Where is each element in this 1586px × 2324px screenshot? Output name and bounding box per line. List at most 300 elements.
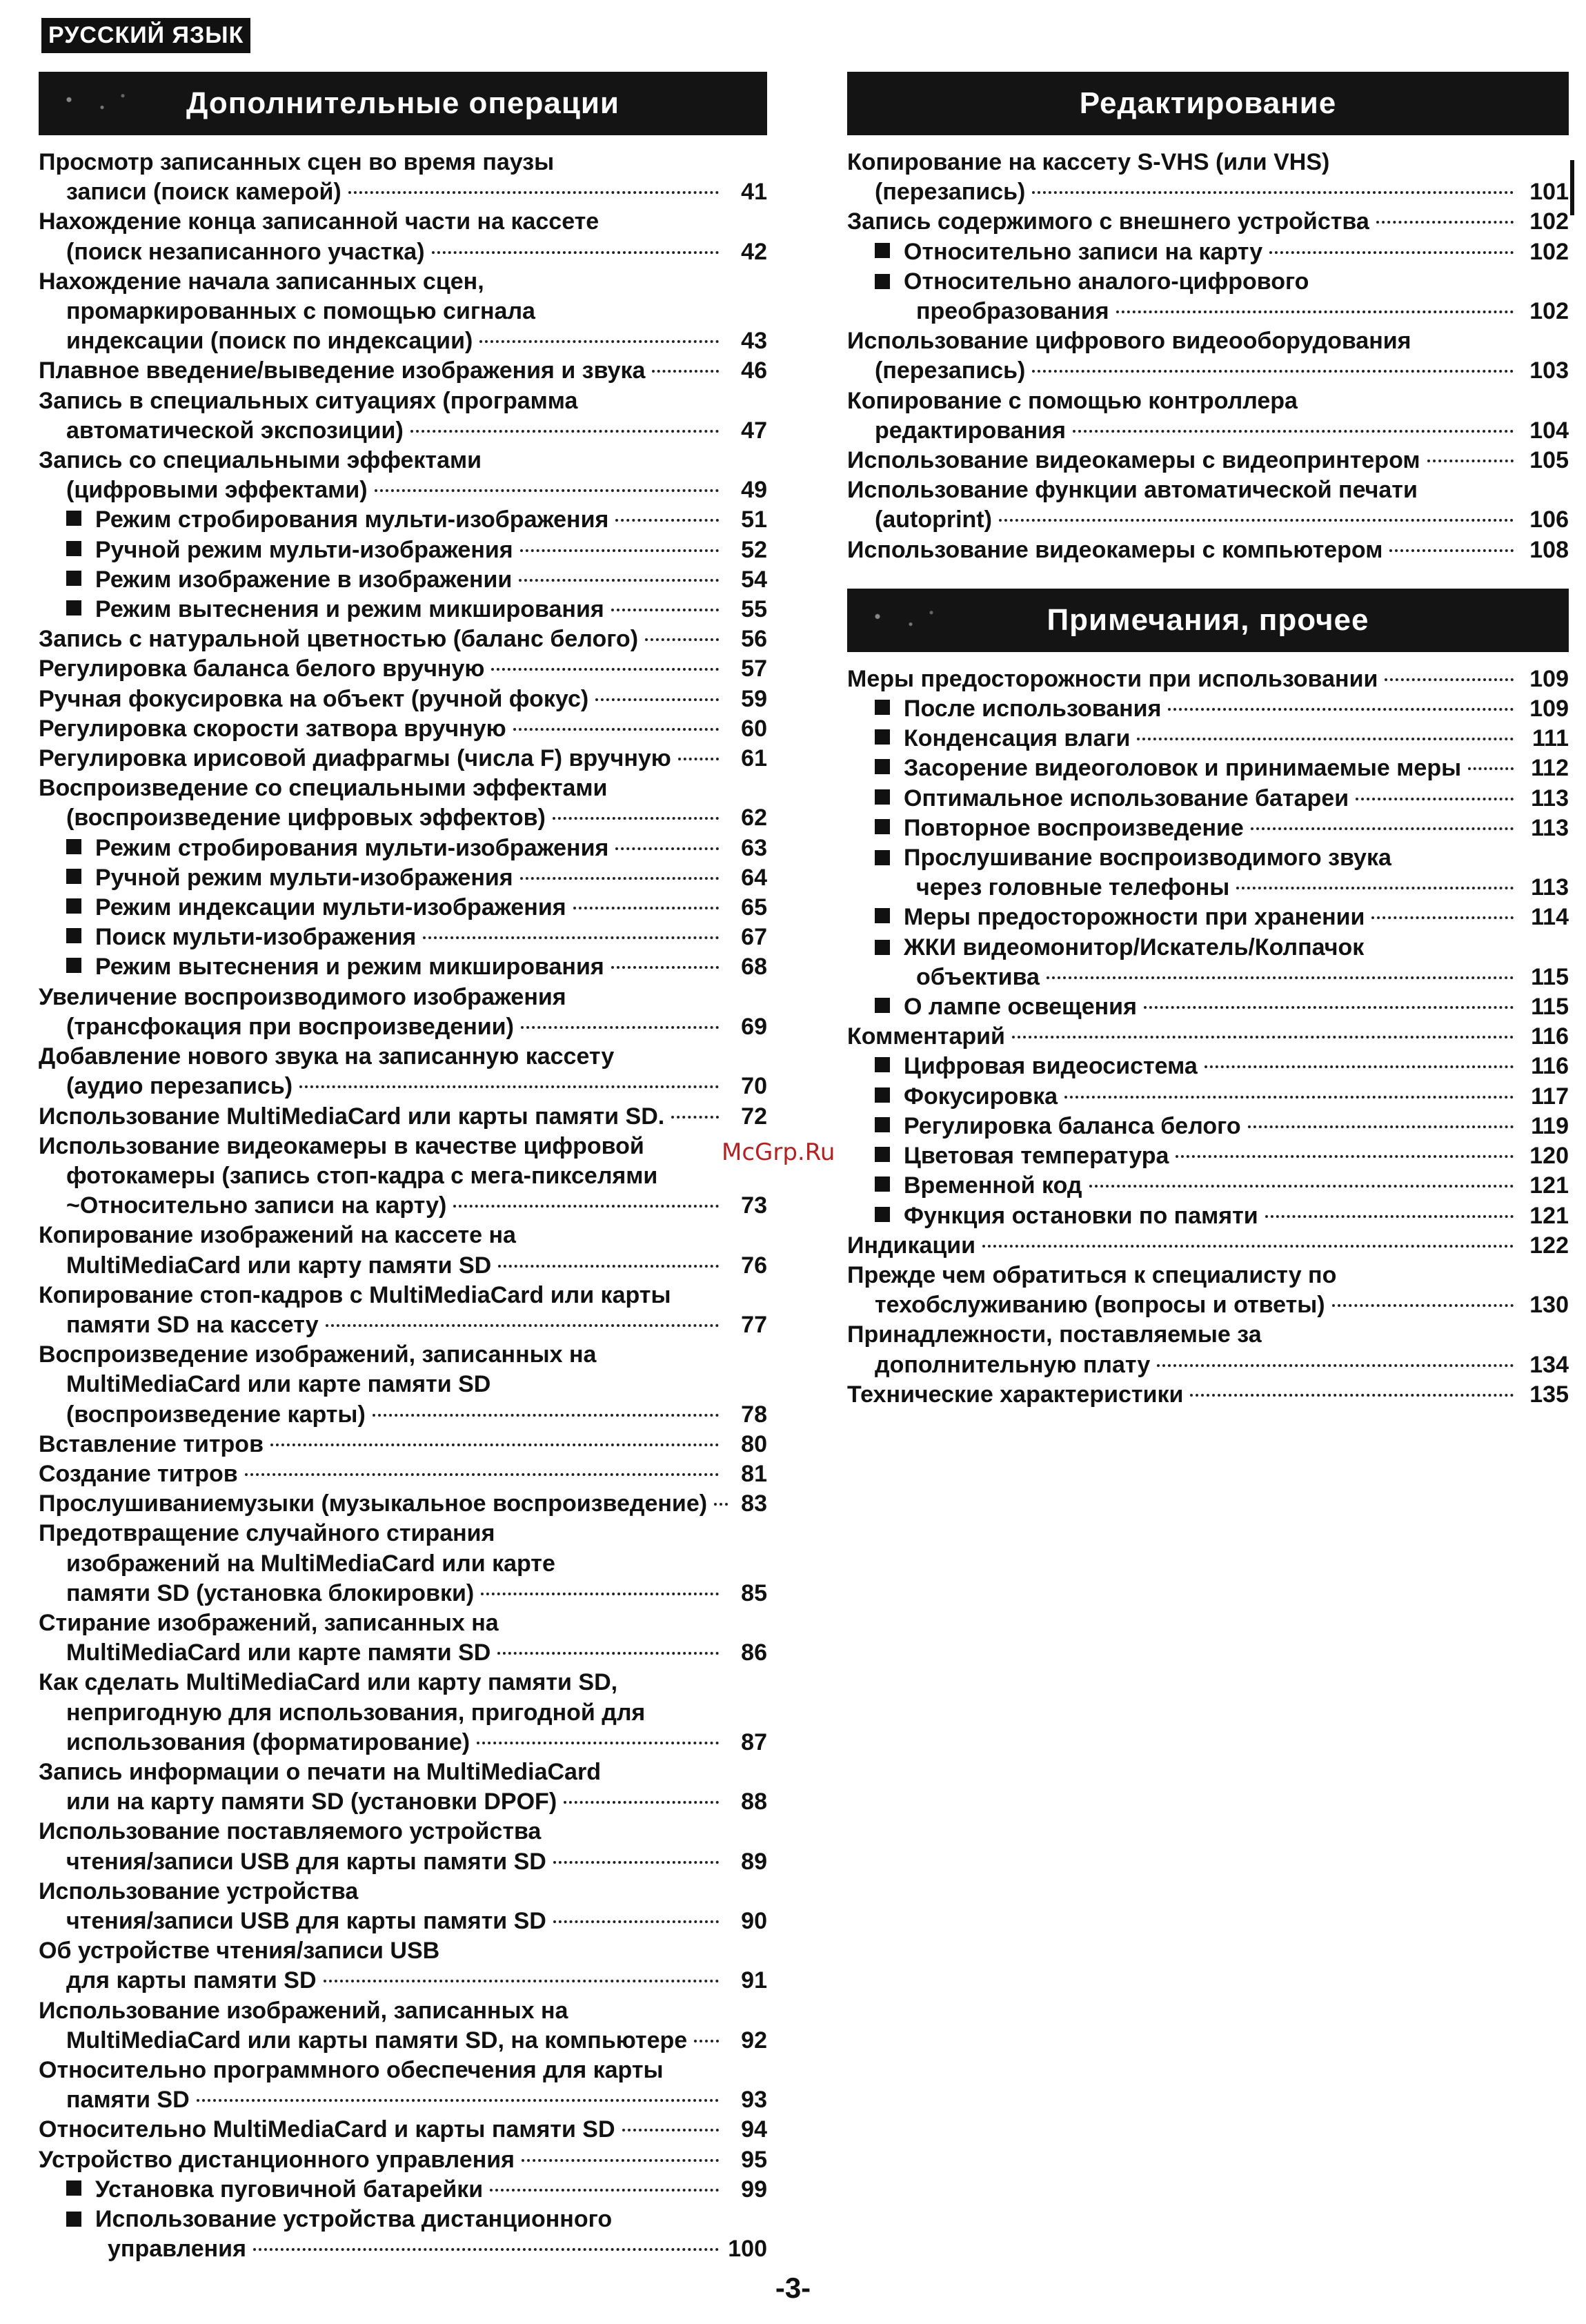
square-bullet-icon [66,898,81,914]
dot-leader [253,2248,719,2251]
toc-entry-label: записи (поиск камерой) [66,179,341,206]
toc-entry[interactable] [39,1489,767,1519]
toc-entry[interactable] [39,1340,767,1430]
toc-page-number: 62 [741,805,767,831]
toc-entry-label: MultiMediaCard или карту памяти SD [66,1252,492,1279]
toc-entry-label: ЖКИ видеомонитор/Искатель/Колпачок [904,934,1365,961]
toc-entry[interactable] [847,446,1569,475]
square-bullet-icon [875,1087,890,1103]
dot-leader [573,907,719,909]
toc-entry[interactable] [39,834,767,863]
toc-entry[interactable] [39,386,767,446]
dot-leader [1116,311,1514,313]
square-bullet-icon [875,1176,890,1192]
toc-entry[interactable] [39,1102,767,1132]
toc-entry[interactable] [847,724,1569,754]
dot-leader [714,1503,728,1506]
toc-entry-label: Запись в специальных ситуациях (программа [39,387,578,414]
toc-entry-label: Использование устройства [39,1878,359,1904]
edge-mark [1570,160,1574,215]
toc-entry[interactable] [39,2145,767,2175]
square-bullet-icon [875,729,890,745]
toc-entry[interactable] [847,1082,1569,1112]
toc-entry-label: Регулировка скорости затвора вручную [39,715,506,742]
dot-leader [481,1593,719,1595]
dot-leader [1168,708,1514,711]
dot-leader [1089,1185,1514,1188]
toc-page-number: 121 [1529,1202,1569,1229]
dot-leader [671,1116,719,1119]
toc-entry[interactable] [39,1132,767,1221]
dot-leader [615,519,719,522]
dot-leader [1236,887,1514,889]
toc-entry[interactable] [39,2175,767,2205]
toc-page-number: 102 [1529,238,1569,265]
toc-entry-label: Вставление титров [39,1430,264,1457]
toc-page-number: 70 [741,1073,767,1100]
toc-page-number: 109 [1529,665,1569,692]
toc-entry-label: Устройство дистанционного управления [39,2146,515,2173]
toc-entry[interactable] [847,386,1569,446]
square-bullet-icon [66,2180,81,2196]
toc-entry-label: Относительно программного обеспечения для карты [39,2057,664,2083]
toc-entry-label: Режим вытеснения и режим микширования [95,596,604,623]
toc-entry[interactable] [39,952,767,982]
toc-entry[interactable] [847,754,1569,783]
toc-entry-label: Предотвращение случайного стирания [39,1520,495,1547]
toc-page-number: 68 [741,954,767,981]
toc-entry-label: Фокусировка [904,1083,1058,1110]
toc-entry-label: Повторное воспроизведение [904,814,1244,841]
toc-entry[interactable] [847,1261,1569,1320]
toc-entry[interactable] [39,1430,767,1459]
toc-entry[interactable] [39,565,767,595]
dot-leader [1073,430,1514,433]
toc-entry-label: Плавное введение/выведение изображения и звука [39,357,646,384]
dot-leader [1157,1364,1514,1367]
toc-page-number: 65 [741,894,767,921]
toc-entry[interactable] [39,1281,767,1340]
dot-leader [1376,221,1514,224]
toc-page-number: 102 [1529,298,1569,325]
toc-page-number: 135 [1529,1381,1569,1408]
section-title: Примечания, прочее [1047,602,1369,637]
toc-entry[interactable] [39,685,767,714]
toc-entry-label: чтения/записи USB для карты памяти SD [66,1848,546,1875]
toc-entry-label: Просмотр записанных сцен во время паузы [39,149,555,175]
toc-entry-label: MultiMediaCard или карты памяти SD, на компьютере [66,2027,688,2054]
toc-entry[interactable] [847,326,1569,386]
toc-page-number: 113 [1531,785,1569,811]
toc-entry[interactable] [39,1221,767,1280]
toc-page-number: 64 [741,864,767,891]
toc-page-number: 72 [741,1103,767,1130]
dot-leader [1371,916,1514,919]
toc-entry-label: фотокамеры (запись стоп-кадра с мега-пикселями [66,1162,658,1189]
toc-entry[interactable] [39,893,767,923]
dot-leader [375,489,719,492]
dot-leader [595,698,719,701]
toc-entry-label: памяти SD на кассету [66,1311,319,1338]
toc-entry[interactable] [847,1112,1569,1141]
dot-leader [245,1473,719,1476]
dot-leader [1064,1096,1514,1099]
toc-entry[interactable] [847,1141,1569,1171]
toc-entry-label: Технические характеристики [847,1381,1184,1408]
toc-entry-label: (аудио перезапись) [66,1073,293,1100]
toc-entry[interactable] [39,2115,767,2145]
toc-entry[interactable] [39,744,767,774]
dot-leader [348,191,719,194]
toc-page-number: 101 [1529,179,1569,206]
toc-page-number: 106 [1529,506,1569,533]
toc-entry-label: Запись содержимого с внешнего устройства [847,208,1369,235]
toc-entry-label: Копирование стоп-кадров с MultiMediaCard или карты [39,1281,671,1308]
dot-leader [1047,976,1514,979]
toc-entry-label: Регулировка ирисовой диафрагмы (числа F) вручную [39,745,671,772]
dot-leader [479,340,719,343]
toc-entry[interactable] [39,356,767,386]
square-bullet-icon [875,789,890,805]
toc-entry[interactable] [39,2205,767,2264]
dot-leader [299,1085,719,1088]
toc-page-number: 61 [741,745,767,772]
toc-entry[interactable] [847,1022,1569,1052]
toc-entry[interactable] [847,1320,1569,1379]
dot-leader [521,1026,719,1029]
toc-entry[interactable] [39,863,767,893]
toc-entry[interactable] [847,535,1569,565]
toc-entry[interactable] [39,624,767,654]
dot-leader [423,936,719,939]
toc-entry[interactable] [847,1380,1569,1410]
toc-page-number: 49 [741,477,767,504]
toc-entry-label: изображений на MultiMediaCard или карте [66,1550,555,1577]
toc-entry-label: Как сделать MultiMediaCard или карту памяти SD, [39,1669,618,1696]
toc-entry[interactable] [847,784,1569,814]
toc-page-number: 117 [1531,1083,1569,1110]
toc-page-number: 121 [1529,1172,1569,1199]
square-bullet-icon [66,839,81,854]
toc-page-number: 83 [741,1490,767,1517]
toc-page-number: 76 [741,1252,767,1279]
toc-page-number: 60 [741,715,767,742]
toc-list-editing [847,148,1569,565]
square-bullet-icon [875,940,890,955]
dot-leader [1248,1125,1514,1128]
dot-leader [615,847,719,850]
toc-entry-label: через головные телефоны [916,874,1230,901]
toc-entry-label: объектива [916,963,1040,990]
toc-entry[interactable] [39,774,767,833]
toc-page-number: 78 [741,1401,767,1428]
toc-page-number: 69 [741,1013,767,1040]
toc-entry-label: Использование функции автоматической печати [847,477,1418,504]
toc-page-number: 134 [1529,1351,1569,1378]
section-title: Редактирование [1079,86,1337,120]
square-bullet-icon [66,600,81,616]
toc-page-number: 116 [1531,1023,1569,1050]
toc-entry-label: Копирование изображений на кассете на [39,1222,516,1249]
toc-entry-label: Копирование на кассету S-VHS (или VHS) [847,149,1330,175]
dot-leader [1144,1006,1514,1009]
toc-page-number: 113 [1531,814,1569,841]
dot-leader [1012,1036,1514,1038]
dot-leader [652,370,719,373]
dot-leader [1269,251,1514,254]
toc-entry[interactable] [847,664,1569,694]
toc-entry-label: (воспроизведение цифровых эффектов) [66,805,546,831]
toc-entry[interactable] [39,535,767,565]
toc-entry[interactable] [847,237,1569,267]
dot-leader [1389,549,1514,552]
toc-entry[interactable] [39,148,767,207]
toc-entry[interactable] [39,207,767,266]
toc-page-number: 99 [741,2176,767,2203]
toc-entry[interactable] [847,267,1569,326]
toc-entry[interactable] [39,654,767,684]
square-bullet-icon [875,850,890,865]
toc-entry-label: (цифровыми эффектами) [66,477,368,504]
toc-entry-label: Запись с натуральной цветностью (баланс белого) [39,626,639,653]
toc-entry[interactable] [847,1231,1569,1261]
toc-list-notes-other [847,664,1569,1410]
toc-entry[interactable] [39,1608,767,1668]
dot-leader [1332,1304,1514,1307]
toc-page-number: 111 [1532,725,1569,752]
toc-page-number: 41 [741,179,767,206]
toc-entry-label: Режим стробирования мульти-изображения [95,834,609,861]
toc-entry-label: чтения/записи USB для карты памяти SD [66,1907,546,1934]
dot-leader [1190,1394,1514,1397]
toc-page-number: 85 [741,1579,767,1606]
square-bullet-icon [66,928,81,943]
toc-page-number: 63 [741,834,767,861]
toc-entry[interactable] [847,933,1569,992]
toc-entry[interactable] [39,1668,767,1757]
toc-entry-label: Комментарий [847,1023,1005,1050]
dot-leader [490,2189,719,2192]
dot-leader [622,2129,719,2131]
toc-entry[interactable] [39,1757,767,1817]
toc-entry-label: для карты памяти SD [66,1967,317,1994]
toc-page-number: 91 [741,1967,767,1994]
dot-leader [1032,370,1514,373]
toc-entry-label: Запись со специальными эффектами [39,447,482,474]
dot-leader [197,2099,719,2102]
toc-entry-label: преобразования [916,298,1109,325]
toc-entry-label: Цветовая температура [904,1143,1169,1170]
toc-column-right [847,72,1569,1410]
toc-entry[interactable] [39,1519,767,1608]
toc-page-number: 130 [1529,1292,1569,1319]
toc-entry-label: Воспроизведение изображений, записанных на [39,1341,597,1368]
toc-entry[interactable] [847,992,1569,1022]
toc-page-number: 93 [741,2087,767,2114]
section-title: Дополнительные операции [186,86,619,120]
toc-entry[interactable] [847,903,1569,932]
toc-entry[interactable] [847,1201,1569,1231]
toc-entry[interactable] [39,1936,767,1996]
dot-leader [694,2040,719,2042]
toc-entry-label: Режим изображение в изображении [95,566,513,593]
toc-entry-label: Об устройстве чтения/записи USB [39,1938,440,1964]
dot-leader [553,1861,719,1864]
toc-entry[interactable] [39,1042,767,1101]
toc-page-number: 112 [1531,755,1569,782]
toc-entry[interactable] [39,446,767,505]
dot-leader [1356,798,1514,800]
toc-entry-label: Стирание изображений, записанных на [39,1609,499,1636]
language-tag: РУССКИЙ ЯЗЫК [41,18,250,53]
dot-leader [678,758,719,760]
dot-leader [477,1742,719,1744]
toc-entry-label: Запись информации о печати на MultiMediaCard [39,1758,601,1785]
toc-entry[interactable] [39,505,767,535]
toc-entry-label: Оптимальное использование батареи [904,785,1349,811]
toc-entry-label: Использование видеокамеры в качестве цифровой [39,1132,644,1159]
toc-entry-label: Ручной режим мульти-изображения [95,536,513,563]
toc-entry[interactable] [39,1459,767,1489]
toc-entry-label: Конденсация влаги [904,725,1131,752]
toc-entry-label: Установка пуговичной батарейки [95,2176,484,2203]
dot-leader [999,519,1514,522]
toc-entry[interactable] [39,1877,767,1936]
toc-entry[interactable] [39,1996,767,2056]
toc-entry-label: или на карту памяти SD (установки DPOF) [66,1789,557,1815]
dot-leader [564,1801,719,1804]
toc-page-number: 89 [741,1848,767,1875]
dot-leader [410,430,719,433]
toc-entry[interactable] [39,714,767,744]
toc-page-number: 52 [741,536,767,563]
toc-entry[interactable] [847,148,1569,207]
dot-leader [611,609,719,611]
square-bullet-icon [66,511,81,526]
square-bullet-icon [66,2212,81,2227]
toc-page-number: 100 [728,2236,767,2263]
toc-entry-label: Воспроизведение со специальными эффектами [39,775,608,802]
dot-leader [611,966,719,969]
toc-entry-label: индексации (поиск по индексации) [66,328,473,355]
toc-entry-label: Меры предосторожности при хранении [904,904,1365,931]
toc-entry-label: дополнительную плату [875,1351,1151,1378]
header-speckle-decoration [52,84,135,123]
header-speckle-decoration [861,601,944,640]
toc-entry-label: Использование MultiMediaCard или карты памяти SD. [39,1103,665,1130]
toc-entry-label: MultiMediaCard или карте памяти SD [66,1639,491,1666]
toc-page-number: 104 [1529,417,1569,444]
toc-entry-label: Добавление нового звука на записанную кассету [39,1043,615,1070]
toc-entry-label: Регулировка баланса белого вручную [39,656,485,682]
toc-entry-label: (воспроизведение карты) [66,1401,366,1428]
toc-page-number: 51 [741,506,767,533]
watermark: McGrp.Ru [722,1139,835,1166]
toc-entry[interactable] [847,475,1569,535]
dot-leader [519,579,719,582]
toc-entry-label: Меры предосторожности при использовании [847,665,1378,692]
dot-leader [1205,1065,1514,1068]
toc-entry[interactable] [39,2056,767,2115]
square-bullet-icon [875,700,890,715]
toc-entry[interactable] [39,983,767,1042]
toc-entry-label: Использование цифрового видеооборудования [847,328,1411,355]
toc-entry-label: Использование поставляемого устройства [39,1818,542,1845]
section-header-additional-operations [39,72,767,135]
toc-entry-label: Режим вытеснения и режим микширования [95,954,604,981]
toc-page-number: 73 [741,1192,767,1219]
square-bullet-icon [875,998,890,1013]
toc-entry[interactable] [847,694,1569,724]
toc-page-number: 57 [741,656,767,682]
toc-page-number: 86 [741,1639,767,1666]
toc-page-number: 80 [741,1430,767,1457]
square-bullet-icon [875,819,890,834]
dot-leader [1468,767,1514,770]
toc-entry[interactable] [847,1171,1569,1201]
toc-entry-label: Нахождение начала записанных сцен, [39,268,484,295]
toc-entry-label: Прослушиваниемузыки (музыкальное воспроизведение) [39,1490,708,1517]
toc-entry[interactable] [847,814,1569,843]
toc-entry[interactable] [39,1817,767,1876]
dot-leader [1176,1155,1514,1158]
toc-entry-label: Временной код [904,1172,1082,1199]
toc-entry-label: Ручной режим мульти-изображения [95,864,513,891]
toc-page-number: 42 [741,238,767,265]
toc-page-number: 122 [1529,1232,1569,1259]
toc-entry[interactable] [39,267,767,357]
square-bullet-icon [875,759,890,774]
toc-entry[interactable] [847,843,1569,903]
toc-entry-label: использования (форматирование) [66,1729,470,1755]
toc-page-number: 102 [1529,208,1569,235]
dot-leader [520,877,719,880]
toc-entry-label: Использование устройства дистанционного [95,2206,613,2233]
toc-entry-label: (перезапись) [875,357,1026,384]
toc-entry-label: (перезапись) [875,179,1026,206]
toc-page-number: 115 [1531,994,1569,1021]
toc-entry[interactable] [39,595,767,624]
toc-entry[interactable] [39,923,767,952]
toc-entry-label: После использования [904,696,1162,722]
toc-entry[interactable] [847,1052,1569,1081]
square-bullet-icon [66,571,81,586]
toc-page-number: 113 [1531,874,1569,901]
toc-entry-label: Нахождение конца записанной части на кассете [39,208,599,235]
toc-page-number: 46 [741,357,767,384]
dot-leader [497,1652,719,1655]
toc-entry-label: Поиск мульти-изображения [95,924,417,951]
toc-page-number: 77 [741,1311,767,1338]
toc-entry[interactable] [847,207,1569,237]
dot-leader [1265,1215,1514,1218]
dot-leader [522,2159,719,2162]
toc-page-number: 119 [1531,1112,1569,1139]
toc-entry-label: техобслуживанию (вопросы и ответы) [875,1292,1325,1319]
toc-page-number: 109 [1529,696,1569,722]
dot-leader [498,1265,719,1268]
toc-entry-label: (трансфокация при воспроизведении) [66,1013,514,1040]
toc-page-number: 43 [741,328,767,355]
toc-entry-label: Копирование с помощью контроллера [847,387,1298,414]
toc-entry-label: Функция остановки по памяти [904,1202,1258,1229]
toc-list-additional-operations [39,148,767,2264]
toc-entry-label: Относительно аналого-цифрового [904,268,1309,295]
square-bullet-icon [875,908,890,923]
toc-entry-label: Относительно MultiMediaCard и карты памяти SD [39,2116,615,2143]
toc-page-number: 95 [741,2146,767,2173]
toc-entry-label: Использование изображений, записанных на [39,1997,568,2024]
